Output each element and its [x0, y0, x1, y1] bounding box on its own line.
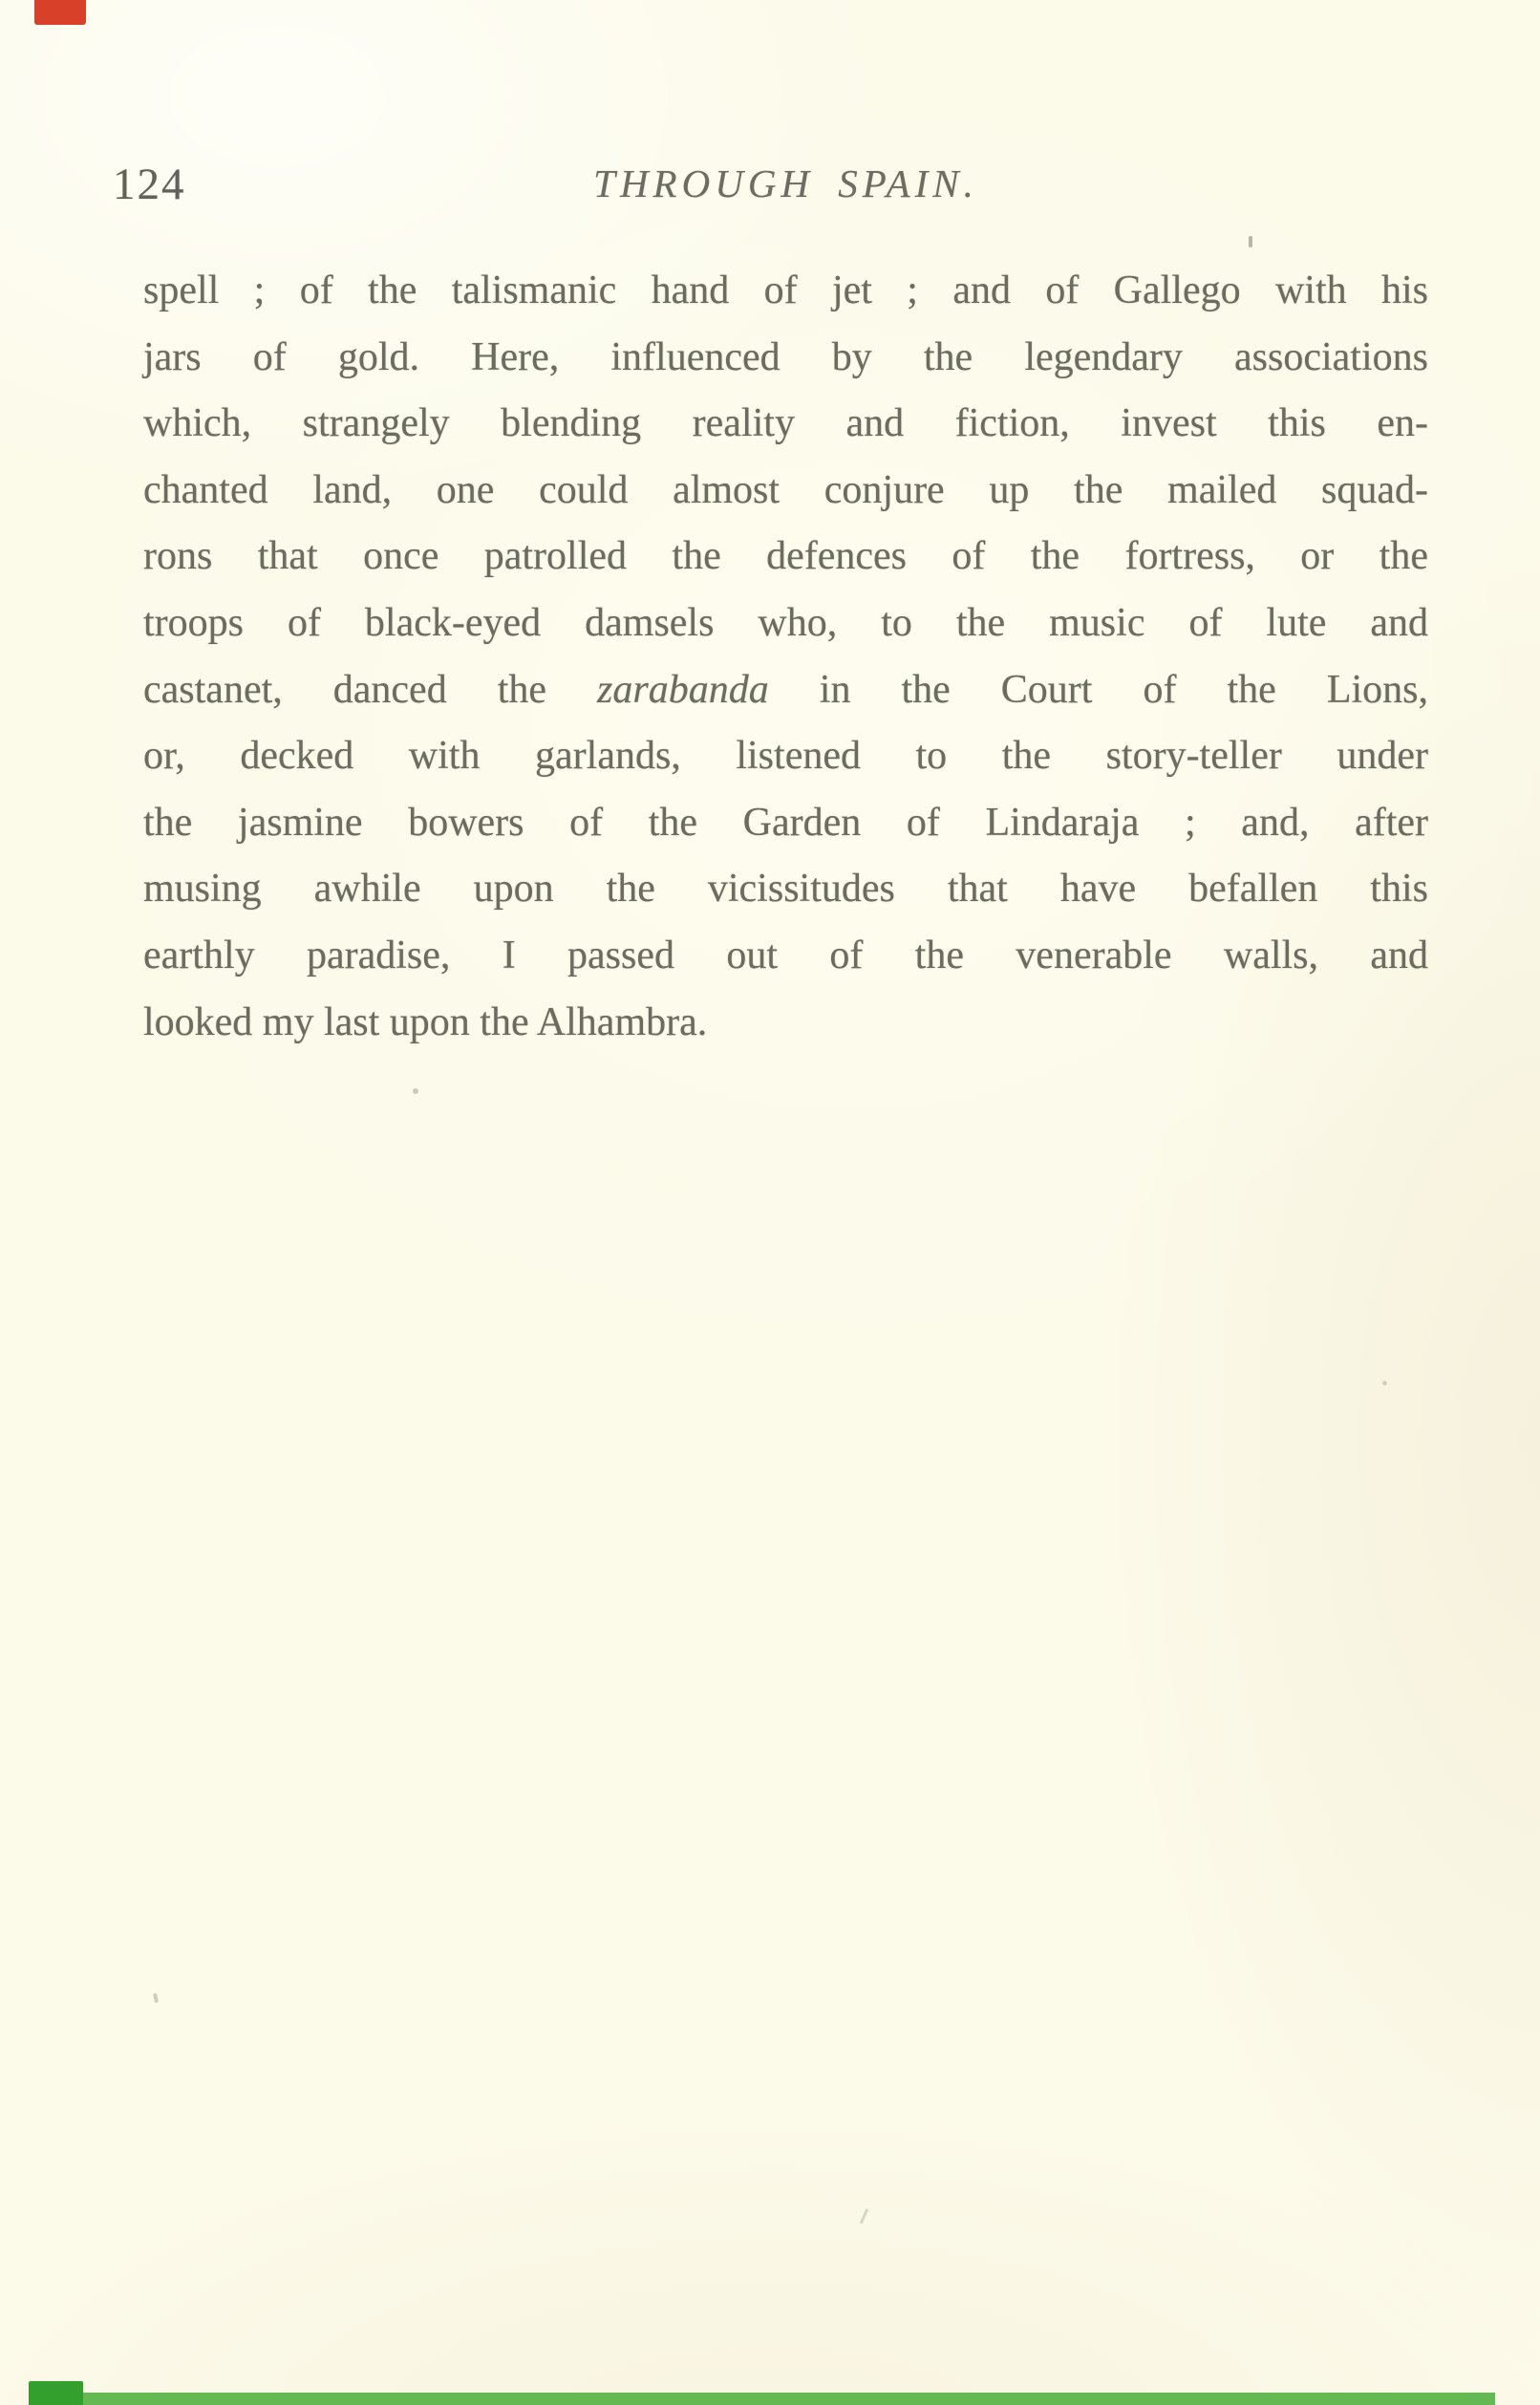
running-title: THROUGH SPAIN.	[593, 161, 978, 205]
scan-colorbar-red-mark	[34, 0, 86, 25]
text-segment: in the Court of the Lions,	[768, 667, 1428, 712]
text-line: spell ; of the talismanic hand of jet ; and of Gallego with his	[143, 268, 1428, 312]
text-line: the jasmine bowers of the Garden of Lindaraja ; and, after	[143, 800, 1428, 845]
ink-speck	[1249, 236, 1252, 247]
scan-colorbar-green-bar	[83, 2393, 1495, 2405]
ink-speck	[153, 1993, 159, 2004]
page-number: 124	[113, 160, 186, 209]
text-line: jars of gold. Here, influenced by the legendary associations	[143, 334, 1428, 379]
text-line: looked my last upon the Alhambra.	[143, 999, 708, 1044]
scan-colorbar-green-chip	[29, 2381, 83, 2405]
ink-speck	[1382, 1381, 1387, 1385]
italic-word-zarabanda: zarabanda	[597, 667, 769, 712]
text-line-with-italic	[143, 657, 1428, 724]
ink-speck	[860, 2208, 869, 2224]
text-segment: castanet, danced the	[143, 667, 598, 712]
text-line: rons that once patrolled the defences of the fortress, or the	[143, 534, 1428, 579]
text-line: which, strangely blending reality and fiction, invest this en-	[143, 401, 1428, 446]
text-line: troops of black-eyed damsels who, to the music of lute and	[143, 600, 1428, 645]
text-line: musing awhile upon the vicissitudes that have befallen this	[143, 867, 1428, 912]
text-line: or, decked with garlands, listened to the story-teller under	[143, 734, 1428, 779]
text-line: chanted land, one could almost conjure up the mailed squad-	[143, 467, 1428, 512]
body-paragraph	[143, 258, 1428, 1056]
text-line: earthly paradise, I passed out of the venerable walls, and	[143, 933, 1428, 977]
ink-speck	[413, 1088, 418, 1094]
